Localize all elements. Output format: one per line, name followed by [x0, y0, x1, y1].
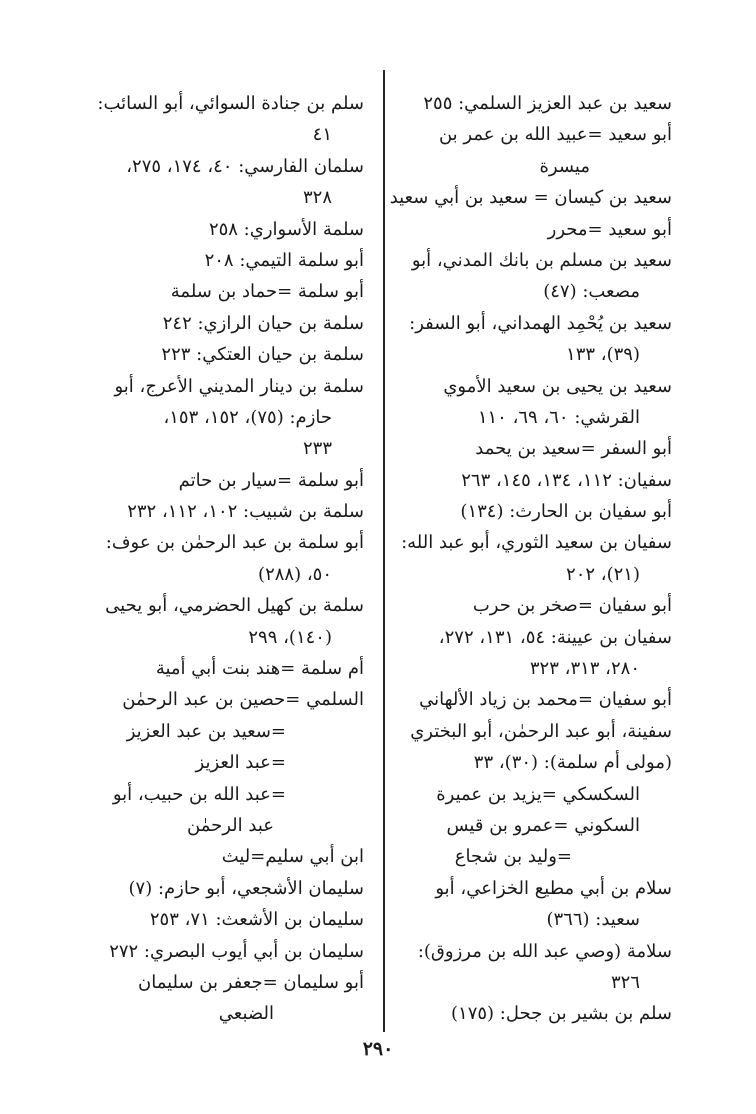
- index-entry: أبو سلمة التيمي: ٢٠٨: [204, 249, 364, 271]
- index-entry: سفيان: ١١٢، ١٣٤، ١٤٥، ٢٦٣: [461, 469, 672, 491]
- page-number: ٢٩٠: [362, 1038, 394, 1060]
- index-entry-continuation: سعيد: (٣٦٦): [546, 909, 640, 931]
- index-entry: سليمان بن أبي أيوب البصري: ٢٧٢: [109, 940, 364, 962]
- index-entry: سعيد بن عبد العزيز السلمي: ٢٥٥: [423, 93, 672, 114]
- index-entry: سلمة بن شبيب: ١٠٢، ١١٢، ٢٣٢: [127, 501, 364, 523]
- index-entry-continuation: ٥٠، (٢٨٨): [258, 563, 332, 585]
- index-entry-continuation: ميسرة: [539, 155, 590, 177]
- index-entry-continuation: مصعب: (٤٧): [543, 281, 640, 303]
- index-entry: سعيد بن كيسان = سعيد بن أبي سعيد: [389, 187, 672, 209]
- index-entry-continuation: =عبد الله بن حبيب، أبو: [112, 783, 286, 805]
- index-entry: سلمان الفارسي: ٤٠، ١٧٤، ٢٧٥،: [126, 155, 364, 177]
- index-entry-continuation: ٢٣٣: [302, 438, 332, 460]
- index-entry: سلم بن جنادة السوائي، أبو السائب:: [97, 93, 364, 114]
- index-entry: أبو سلمة =حماد بن سلمة: [170, 281, 364, 303]
- index-entry: سلمة بن حيان العتكي: ٢٢٣: [161, 344, 364, 366]
- index-entry: سعيد بن يحيى بن سعيد الأموي: [443, 375, 672, 397]
- index-entry: سلمة بن حيان الرازي: ٢٤٢: [162, 312, 364, 334]
- index-entry: سلام بن أبي مطيع الخزاعي، أبو: [435, 877, 672, 899]
- index-entry: سلمة بن كهيل الحضرمي، أبو يحيى: [105, 595, 364, 617]
- index-entry: أبو سليمان =جعفر بن سليمان: [137, 971, 364, 993]
- index-entry-continuation: =عبد العزيز: [195, 752, 286, 774]
- index-entry: سلمة بن دينار المديني الأعرج، أبو: [114, 375, 364, 397]
- index-entry: سلم بن بشير بن جحل: (١٧٥): [451, 1003, 672, 1025]
- index-entry: سعيد بن يُحْمِد الهمداني، أبو السفر:: [409, 312, 672, 334]
- index-entry-continuation: =وليد بن شجاع: [454, 846, 572, 868]
- index-entry: سليمان الأشجعي، أبو حازم: (٧): [128, 877, 364, 899]
- index-entry: سفينة، أبو عبد الرحمٰن، أبو البختري: [410, 720, 672, 742]
- index-entry: السكسكي =يزيد بن عميرة: [436, 783, 640, 805]
- index-entry: أبو سعيد =محرر: [547, 218, 672, 240]
- index-entry: أبو السفر =سعيد بن يحمد: [475, 438, 672, 460]
- index-entry: أم سلمة =هند بنت أبي أمية: [155, 658, 364, 680]
- index-entry: أبو سلمة بن عبد الرحمٰن بن عوف:: [105, 532, 364, 554]
- index-entry-continuation: حازم: (٧٥)، ١٥٢، ١٥٣،: [163, 406, 332, 428]
- index-entry-continuation: ٢٨٠، ٣١٣، ٣٢٣: [529, 658, 640, 680]
- index-entry: سفيان بن سعيد الثوري، أبو عبد الله:: [401, 532, 672, 554]
- index-entry-continuation: (مولى أم سلمة): (٣٠)، ٣٣: [473, 752, 672, 774]
- index-entry: سلامة (وصي عبد الله بن مرزوق):: [417, 940, 672, 962]
- index-column-right: [390, 88, 672, 1030]
- index-entry: السلمي =حصين بن عبد الرحمٰن: [122, 689, 364, 711]
- index-entry: أبو سلمة =سيار بن حاتم: [178, 469, 364, 491]
- index-entry: سعيد بن مسلم بن بانك المدني، أبو: [411, 249, 672, 271]
- index-entry-continuation: ٣٢٦: [610, 971, 640, 993]
- index-entry: ابن أبي سليم=ليث: [221, 846, 364, 868]
- index-entry: سلمة الأسواري: ٢٥٨: [208, 218, 364, 240]
- index-entry-continuation: عبد الرحمٰن: [187, 814, 274, 836]
- index-entry-continuation: ٤١: [312, 124, 332, 146]
- index-entry-continuation: القرشي: ٦٠، ٦٩، ١١٠: [477, 406, 640, 428]
- index-entry: أبو سفيان =صخر بن حرب: [472, 595, 672, 617]
- index-entry-continuation: ٣٢٨: [302, 187, 332, 209]
- index-entry-continuation: (٢١)، ٢٠٢: [566, 563, 640, 585]
- index-entry: سليمان بن الأشعث: ٧١، ٢٥٣: [149, 909, 364, 931]
- index-entry-continuation: الضبعي: [218, 1003, 274, 1025]
- index-column-left: [82, 88, 364, 1030]
- index-entry: أبو سفيان =محمد بن زياد الألهاني: [419, 689, 672, 711]
- index-entry-continuation: =سعيد بن عبد العزيز: [126, 720, 286, 742]
- column-divider: [383, 70, 385, 1032]
- index-entry-continuation: (١٤٠)، ٢٩٩: [248, 626, 332, 648]
- index-entry: أبو سفيان بن الحارث: (١٣٤): [460, 501, 672, 523]
- index-entry: السكوني =عمرو بن قيس: [446, 814, 640, 836]
- index-entry: أبو سعيد =عبيد الله بن عمر بن: [438, 124, 672, 146]
- index-entry-continuation: (٣٩)، ١٣٣: [566, 344, 640, 366]
- index-entry: سفيان بن عيينة: ٥٤، ١٣١، ٢٧٢،: [438, 626, 672, 648]
